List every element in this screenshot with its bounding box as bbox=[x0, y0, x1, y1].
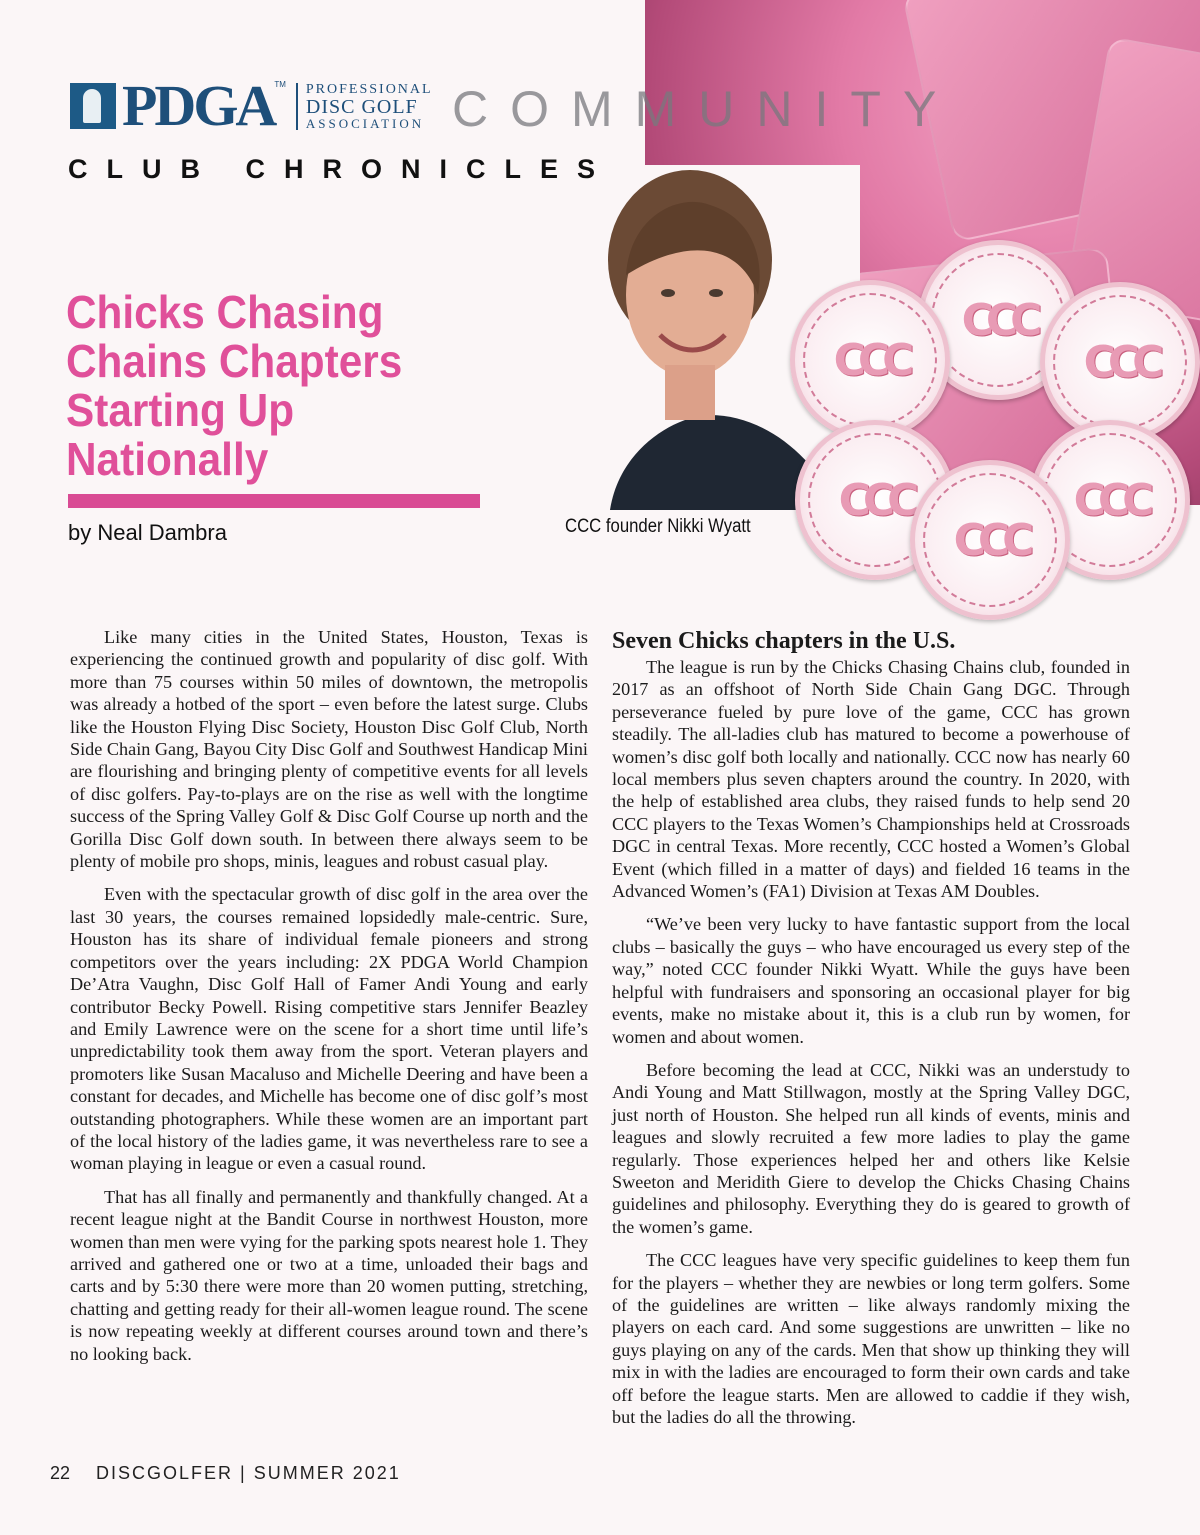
chicks-chasing-chains-fort-worth-logo: CCC bbox=[838, 474, 912, 526]
byline: by Neal Dambra bbox=[68, 520, 227, 545]
article-title: Chicks Chasing Chains Chapters Starting Up Nationally bbox=[66, 286, 403, 485]
badge-allentown bbox=[1040, 282, 1200, 442]
pdga-sub-line-1: PROFESSIONAL bbox=[305, 81, 433, 97]
chicks-chasing-chains-augusta-logo: CCC bbox=[953, 514, 1027, 566]
trademark: TM bbox=[274, 80, 286, 89]
pdga-wordmark: PDGA bbox=[122, 73, 275, 138]
pdga-full-name bbox=[296, 83, 433, 130]
kicker: CLUB CHRONICLES bbox=[68, 154, 614, 184]
chicks-chasing-chains-snohomish-logo: CCC bbox=[833, 334, 907, 386]
page-footer bbox=[50, 1463, 401, 1484]
left-column bbox=[70, 626, 588, 1376]
badge-augusta bbox=[910, 460, 1070, 620]
body-paragraph: Like many cities in the United States, Houston, Texas is experiencing the continued growth and popularity of disc golf. With more than 75 courses within 50 miles of downtown, the metropolis was already a hotbed of the sport – even before the latest surge. Clubs like the Houston Flying Disc Society, Houston Disc Golf Club, North Side Chain Gang, Bayou City Disc Golf and Southwest Handicap Mini are flourishing and bringing plenty of competitive events for all levels of disc golfers. Pay-to-plays are on the rise as well with the longtime success of the Spring Valley Golf & Disc Golf Course up north and the Gorilla Disc Golf down south. In between there always seem to be plenty of mobile pro shops, minis, leagues and robust casual play. bbox=[70, 627, 588, 872]
section-title: COMMUNITY bbox=[452, 81, 959, 137]
pdga-sub-line-3: ASSOCIATION bbox=[305, 115, 425, 131]
pdga-logo bbox=[70, 73, 433, 138]
pdga-sub-line-2: DISC GOLF bbox=[305, 95, 418, 118]
title-rule bbox=[68, 494, 480, 508]
disc-golfer-icon bbox=[70, 83, 116, 129]
body-paragraph: Even with the spectacular growth of disc golf in the area over the last 30 years, the courses remained lopsidedly male-centric. Sure, Houston has its share of individual female pioneers and strong competitors over the years including: 2X PDGA World Champion De’Atra Vaughn, Disc Golf Hall of Famer Andi Young and early contributor Becky Powell. Rising competitive stars Jennifer Beazley and Emily Lawrence were on the scene for a short time until life’s unpredictability took them away from the sport. Veteran players and promoters like Susan Macaluso and Michelle Deering and have been a constant for decades, and Michelle has become one of disc golf’s most outstanding photographers. While these women are an important part of the local history of the ladies game, it was nevertheless rare to see a woman playing in league or even a casual round. bbox=[70, 884, 588, 1174]
publication-info: DISCGOLFER | SUMMER 2021 bbox=[96, 1463, 401, 1483]
body-paragraph: Before becoming the lead at CCC, Nikki was an understudy to Andi Young and Matt Stillwagon, mostly at the Spring Valley DGC, just north of Houston. She helped run all kinds of events, minis and leagues and slowly recruited a few more ladies to play the game regularly. Those experiences helped her and others like Kelsie Sweeton and Meridith Giere to develop the Chicks Chasing Chains guidelines and philosophy. Everything they do is geared to growth of the women’s game. bbox=[612, 1059, 1130, 1237]
chicks-chasing-chains-houston-logo: CCC bbox=[961, 294, 1035, 346]
body-paragraph: That has all finally and permanently and thankfully changed. At a recent league night at the Bandit Course in northwest Houston, more women than men were vying for the parking spots nearest hole 1. They arrived and gathered one or two at a time, unloaded their bags and carts and by 5:30 there were more than 20 women putting, stretching, chatting and getting ready for their all-women league round. The scene is now repeating weekly at different courses around town and there’s no looking back. bbox=[70, 1186, 588, 1364]
body-paragraph: The league is run by the Chicks Chasing Chains club, founded in 2017 as an offshoot of North Side Chain Gang DGC. Through perseverance fueled by pure love of the game, CCC has grown steadily. The all-ladies club has matured to become a powerhouse of women’s disc golf both locally and nationally. CCC now has nearly 60 local members plus seven chapters around the country. In 2020, with the help of established area clubs, they raised funds to help send 20 CCC players to the Texas Women’s Championships held at Crossroads DGC in central Texas. More recently, CCC hosted a Women’s Global Event (which filled in a matter of days) and fielded 16 teams in the Advanced Women’s (FA1) Division at Texas AM Doubles. bbox=[612, 657, 1130, 902]
photo-caption: CCC founder Nikki Wyatt bbox=[565, 516, 751, 537]
body-paragraph: “We’ve been very lucky to have fantastic support from the local clubs – basically the guys – who have encouraged us every step of the way,” noted CCC founder Nikki Wyatt. While the guys have been helpful with fundraisers and sponsoring an occasional player for big events, make no mistake about it, this is a club run by women, for women and about women. bbox=[612, 914, 1130, 1047]
badge-snohomish bbox=[790, 280, 950, 440]
right-column bbox=[612, 626, 1130, 1439]
page-number: 22 bbox=[50, 1463, 71, 1483]
section-heading: Seven Chicks chapters in the U.S. bbox=[612, 628, 956, 654]
chicks-chasing-chains-allentown-logo: CCC bbox=[1083, 336, 1157, 388]
body-paragraph: The CCC leagues have very specific guidelines to keep them fun for the players – whether they are newbies or long term golfers. Some of the guidelines are written – like always randomly mixing the players on each card. And some suggestions are unwritten – like no guys playing on any of the cards. Men that show up thinking they will mix in with the ladies are encouraged to form their own cards and take off before the league starts. Men are allowed to caddie if they wish, but the ladies do all the throwing. bbox=[612, 1250, 1130, 1427]
chicks-chasing-chains-tulsa-logo: CCC bbox=[1073, 474, 1147, 526]
